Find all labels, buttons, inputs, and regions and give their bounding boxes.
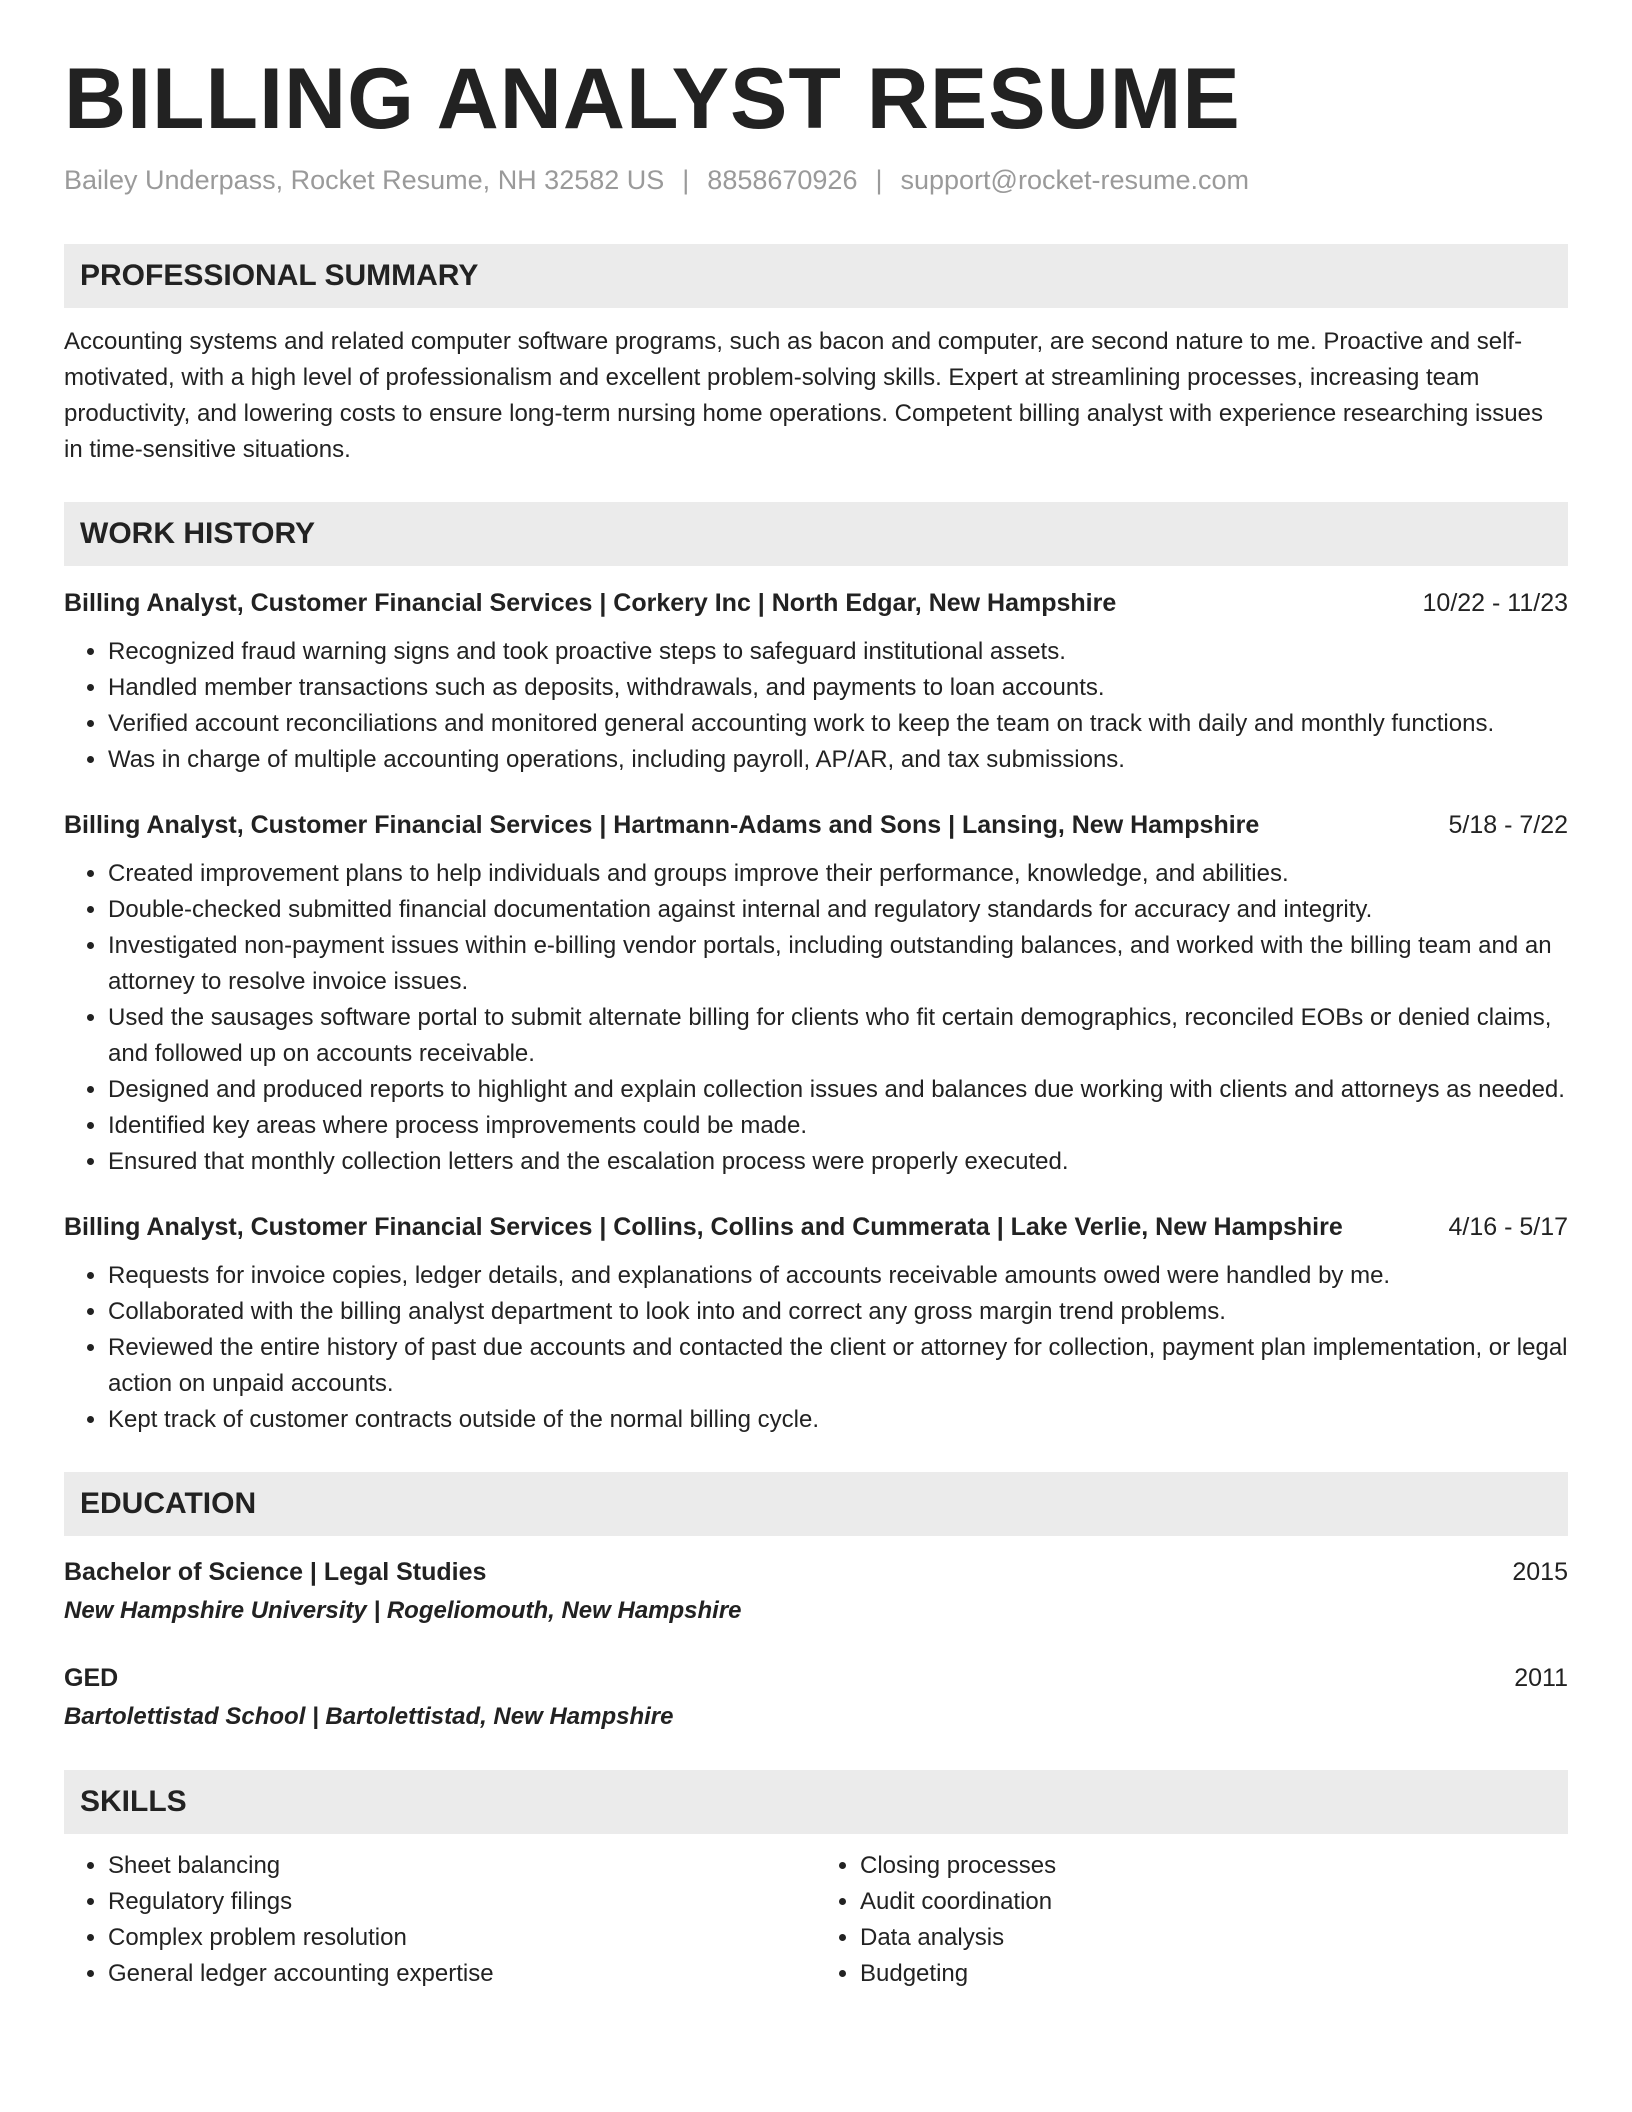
job-bullets xyxy=(64,1258,1568,1438)
contact-email: support@rocket-resume.com xyxy=(900,164,1250,195)
section-header-work-history: WORK HISTORY xyxy=(64,502,1568,566)
skill-item: • Closing processes xyxy=(860,1848,1568,1884)
contact-separator: | xyxy=(875,164,883,195)
job-bullets xyxy=(64,634,1568,778)
job-bullet: • Verified account reconciliations and monitored general accounting work to keep the team on track with daily and monthly functions. xyxy=(108,706,1568,742)
education-entry xyxy=(64,1554,1568,1630)
job-header xyxy=(64,586,1568,620)
section-header-education: EDUCATION xyxy=(64,1472,1568,1536)
summary-text: Accounting systems and related computer software programs, such as bacon and computer, are second nature to me. Proactive and self-motivated, with a high level of professionalism and excellent problem-solving skills. Expert at streamlining processes, increasing team productivity, and lowering costs to ensure long-term nursing home operations. Competent billing analyst with experience researching issues in time-sensitive situations. xyxy=(64,327,1543,463)
job-dates: 5/18 - 7/22 xyxy=(1448,810,1568,839)
job-bullet: • Was in charge of multiple accounting operations, including payroll, AP/AR, and tax submissions. xyxy=(108,742,1568,778)
education-year: 2015 xyxy=(1512,1557,1568,1586)
job-entry xyxy=(64,808,1568,1180)
job-bullet: • Created improvement plans to help individuals and groups improve their performance, knowledge, and abilities. xyxy=(108,856,1568,892)
job-bullet: • Collaborated with the billing analyst department to look into and correct any gross margin trend problems. xyxy=(108,1294,1568,1330)
job-bullet: • Designed and produced reports to highlight and explain collection issues and balances due working with clients and attorneys as needed. xyxy=(108,1072,1568,1108)
job-header xyxy=(64,1210,1568,1244)
job-bullet: • Double-checked submitted financial documentation against internal and regulatory standards for accuracy and integrity. xyxy=(108,892,1568,928)
job-bullet: • Recognized fraud warning signs and took proactive steps to safeguard institutional assets. xyxy=(108,634,1568,670)
job-bullet: • Ensured that monthly collection letters and the escalation process were properly executed. xyxy=(108,1144,1568,1180)
job-title: Billing Analyst, Customer Financial Services | Hartmann-Adams and Sons | Lansing, New Hampshire xyxy=(64,810,1260,839)
job-entry xyxy=(64,1210,1568,1438)
skills-column-left xyxy=(64,1848,816,1992)
skill-item: • Regulatory filings xyxy=(108,1884,816,1920)
job-dates: 4/16 - 5/17 xyxy=(1448,1212,1568,1241)
skills-list xyxy=(64,1848,1568,1992)
skill-item: • Complex problem resolution xyxy=(108,1920,816,1956)
skills-column-right xyxy=(816,1848,1568,1992)
skill-item: • Data analysis xyxy=(860,1920,1568,1956)
job-bullet: • Kept track of customer contracts outside of the normal billing cycle. xyxy=(108,1402,1568,1438)
contact-separator: | xyxy=(682,164,690,195)
job-bullet: • Reviewed the entire history of past due accounts and contacted the client or attorney for collection, payment plan implementation, or legal action on unpaid accounts. xyxy=(108,1330,1568,1402)
contact-phone: 8858670926 xyxy=(707,164,858,195)
education-school: New Hampshire University | Rogeliomouth, New Hampshire xyxy=(64,1596,742,1624)
job-title: Billing Analyst, Customer Financial Services | Collins, Collins and Cummerata | Lake Verlie, New Hampshire xyxy=(64,1212,1343,1241)
education-header xyxy=(64,1660,1568,1696)
education-year: 2011 xyxy=(1514,1663,1568,1692)
skill-item: • General ledger accounting expertise xyxy=(108,1956,816,1992)
resume-title: BILLING ANALYST RESUME xyxy=(64,51,1241,147)
section-header-skills: SKILLS xyxy=(64,1770,1568,1834)
education-degree: GED xyxy=(64,1663,119,1692)
skill-item: • Audit coordination xyxy=(860,1884,1568,1920)
education-entry xyxy=(64,1660,1568,1736)
job-header xyxy=(64,808,1568,842)
education-header xyxy=(64,1554,1568,1590)
section-header-summary: PROFESSIONAL SUMMARY xyxy=(64,244,1568,308)
job-title: Billing Analyst, Customer Financial Services | Corkery Inc | North Edgar, New Hampshire xyxy=(64,588,1117,617)
job-bullets xyxy=(64,856,1568,1180)
job-bullet: • Handled member transactions such as deposits, withdrawals, and payments to loan accounts. xyxy=(108,670,1568,706)
job-bullet: • Used the sausages software portal to submit alternate billing for clients who fit certain demographics, reconciled EOBs or denied claims, and followed up on accounts receivable. xyxy=(108,1000,1568,1072)
education-degree: Bachelor of Science | Legal Studies xyxy=(64,1557,487,1586)
job-bullet: • Investigated non-payment issues within e-billing vendor portals, including outstanding balances, and worked with the billing team and an attorney to resolve invoice issues. xyxy=(108,928,1568,1000)
skill-item: • Sheet balancing xyxy=(108,1848,816,1884)
contact-line xyxy=(64,165,1568,196)
job-bullet: • Identified key areas where process improvements could be made. xyxy=(108,1108,1568,1144)
job-entry xyxy=(64,586,1568,778)
job-dates: 10/22 - 11/23 xyxy=(1422,588,1568,617)
skill-item: • Budgeting xyxy=(860,1956,1568,1992)
contact-address: Bailey Underpass, Rocket Resume, NH 32582 US xyxy=(64,164,665,195)
education-school: Bartolettistad School | Bartolettistad, New Hampshire xyxy=(64,1702,674,1730)
job-bullet: • Requests for invoice copies, ledger details, and explanations of accounts receivable amounts owed were handled by me. xyxy=(108,1258,1568,1294)
